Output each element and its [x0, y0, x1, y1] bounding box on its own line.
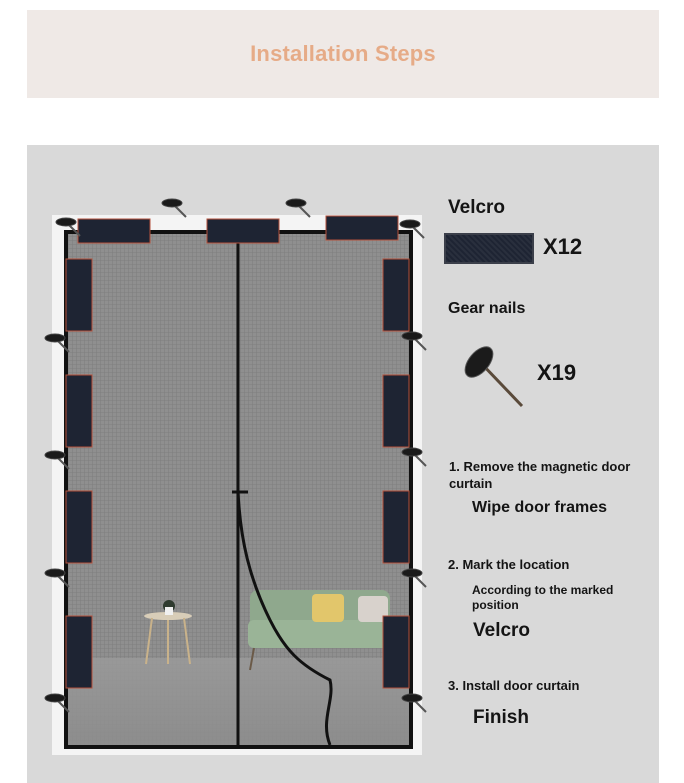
step-2-detail: According to the marked position: [472, 583, 614, 612]
step-2-label: 2. Mark the location: [448, 557, 570, 572]
step-1-detail: Wipe door frames: [472, 499, 607, 516]
velcro-label: Velcro: [448, 197, 506, 218]
step-2-detail-2: Velcro: [473, 620, 531, 641]
velcro-strip-icon: [444, 233, 534, 264]
step-3-detail: Finish: [473, 707, 529, 728]
page-title: Installation Steps: [250, 41, 436, 66]
velcro-count: X12: [543, 234, 583, 259]
step-1-label: 1. Remove the magnetic door curtain: [449, 459, 631, 491]
gear-nail-icon: [460, 342, 522, 406]
gear-nails-count: X19: [537, 360, 577, 385]
gear-nails-label: Gear nails: [448, 300, 526, 317]
step-3-label: 3. Install door curtain: [448, 678, 580, 693]
